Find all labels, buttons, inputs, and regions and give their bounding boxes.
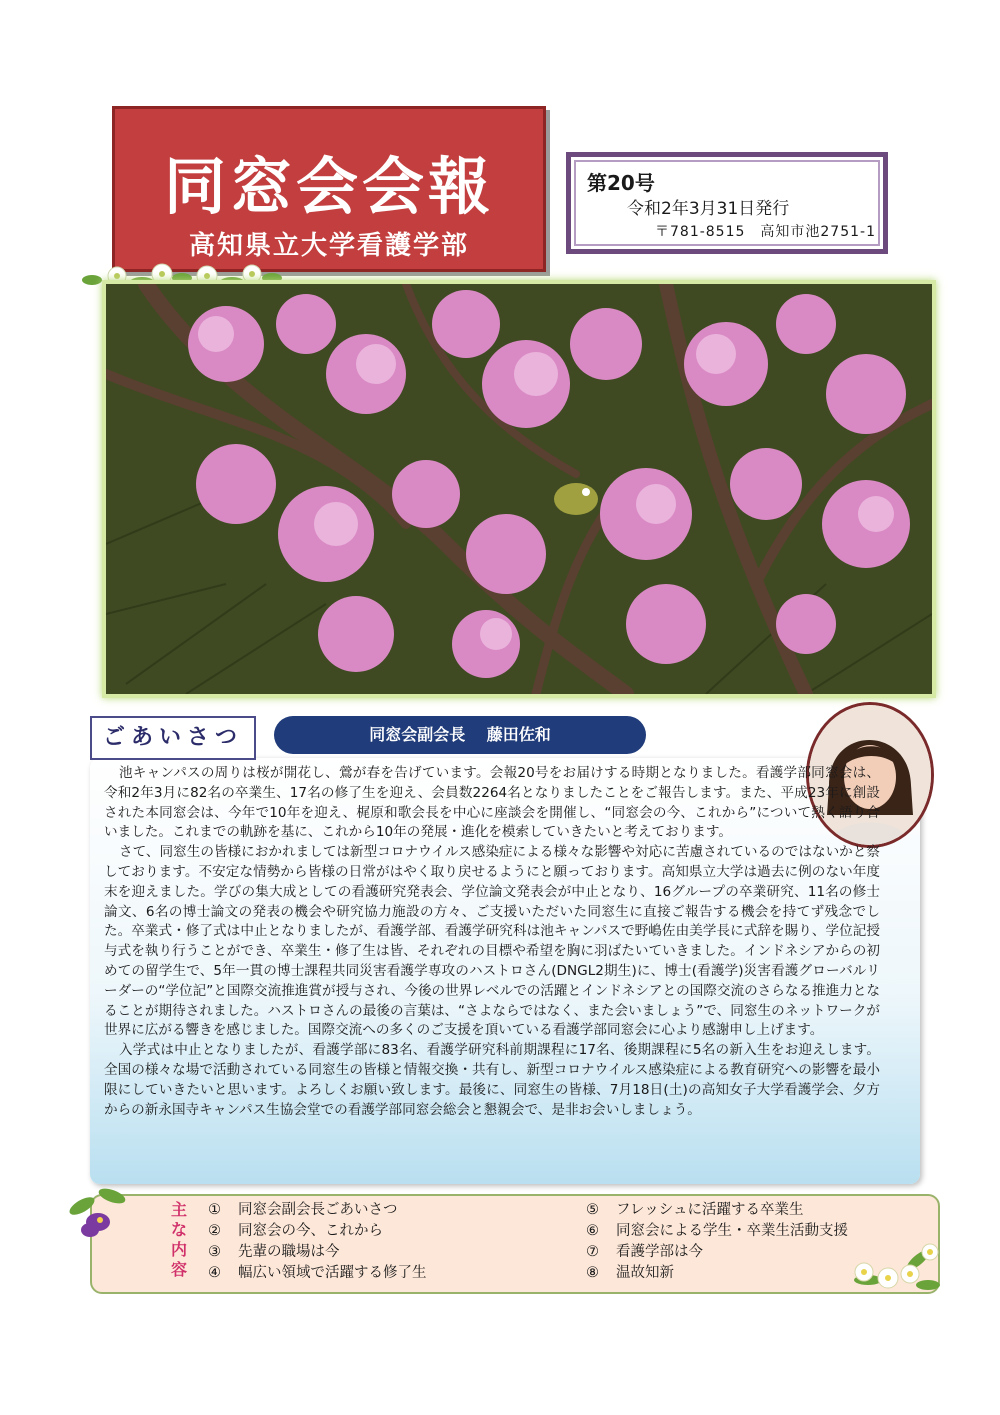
- greeting-paragraph: 池キャンパスの周りは桜が開花し、鶯が春を告げています。会報20号をお届けする時期となりました。看護学部同窓会は、令和2年3月に82名の卒業生、17名の修了生を迎え、会員数2264名となりましたことをご報告します。また、平成23年に創設された本同窓会は、今年で10年を迎え、梶原和歌会長を中心に座談会を開催し、“同窓会の今、これから”について熱く語り合いました。これまでの軌跡を基に、これから10年の発展・進化を模索していきたいと考えております。: [104, 765, 880, 841]
- list-item[interactable]: ⑦ 看護学部は今: [586, 1244, 703, 1260]
- contents-list-right: [586, 1200, 848, 1284]
- list-item[interactable]: ② 同窓会の今、これから: [208, 1223, 383, 1239]
- issue-info-box: [566, 152, 888, 254]
- greeting-paragraph: さて、同窓生の皆様におかれましては新型コロナウイルス感染症による様々な影響や対応に苦慮されているのではないかと察しております。不安定な情勢から皆様の日常がはやく取り戻せるようにと願っております。高知県立大学は過去に例のない年度末を迎えました。学びの集大成としての看護研究発表会、学位論文発表会が中止となり、16グループの卒業研究、11名の修士論文、6名の博士論文の発表の機会や研究協力施設の方々、ご支援いただいた同窓生に直接ご報告する機会を持てず残念でした。卒業式・修了式は中止となりましたが、看護学部、看護学研究科は池キャンパスで野嶋佐由美学長に式辞を賜り、学位記授与式を執り行うことができ、卒業生・修了生は皆、それぞれの目標や希望を胸に羽ばたいていきました。インドネシアからの初めての留学生で、5年一貫の博士課程共同災害看護学専攻のハストロさん(DNGL2期生)に、博士(看護学)災害看護グローバルリーダーの“学位記”と国際交流推進賞が授与され、今後の世界レベルでの活躍とインドネシアとの国際交流のさらなる推進力となることが期待されました。ハストロさんの最後の言葉は、“さよならではなく、また会いましょう”で、同窓生のネットワークが世界に広がる響きを感じました。国際交流への多くのご支援を頂いている看護学部同窓会に心より感謝申し上げます。: [104, 844, 881, 1039]
- issue-number: 第20号: [587, 171, 655, 195]
- list-item[interactable]: ⑧ 温故知新: [586, 1265, 674, 1281]
- author-pill: [274, 716, 646, 754]
- cherry-blossom-icon: [106, 284, 932, 694]
- newsletter-title: 同窓会会報: [163, 150, 494, 223]
- masthead: [112, 106, 546, 272]
- greeting-text: [104, 764, 880, 1120]
- list-item[interactable]: ③ 先輩の職場は今: [208, 1244, 340, 1260]
- issue-date: 令和2年3月31日発行: [627, 199, 790, 219]
- greeting-paragraph: 入学式は中止となりましたが、看護学部に83名、看護学研究科前期課程に17名、後期課程に5名の新入生をお迎えします。全国の様々な場で活動されている同窓生の皆様と情報交換・共有し、新型コロナウイルス感染症による教育研究への影響を最小限にしていきたいと思います。よろしくお願い致します。最後に、同窓生の皆様、7月18日(土)の高知女子大学看護学会、夕方からの新永国寺キャンパス生協会堂での看護学部同窓会総会と懇親会で、是非お会いしましょう。: [104, 1042, 880, 1118]
- list-item[interactable]: ④ 幅広い領域で活躍する修了生: [208, 1265, 427, 1281]
- issue-address: 〒781-8515 高知市池2751-1: [655, 224, 876, 240]
- author-name: 藤田佐和: [486, 725, 551, 744]
- author-title: 同窓会副会長: [369, 725, 466, 744]
- list-item[interactable]: ⑥ 同窓会による学生・卒業生活動支援: [586, 1223, 848, 1239]
- flower-decoration-icon: [848, 1230, 944, 1300]
- contents-list-left: [208, 1200, 427, 1284]
- list-item[interactable]: ⑤ フレッシュに活躍する卒業生: [586, 1202, 804, 1218]
- flower-decoration-icon: [62, 1176, 142, 1246]
- newsletter-subtitle: 高知県立大学看護学部: [188, 231, 469, 261]
- list-item[interactable]: ① 同窓会副会長ごあいさつ: [208, 1202, 398, 1218]
- cherry-blossom-photo: [102, 280, 936, 698]
- greeting-label: ごあいさつ: [90, 716, 256, 760]
- contents-heading: 主な内容: [170, 1200, 187, 1279]
